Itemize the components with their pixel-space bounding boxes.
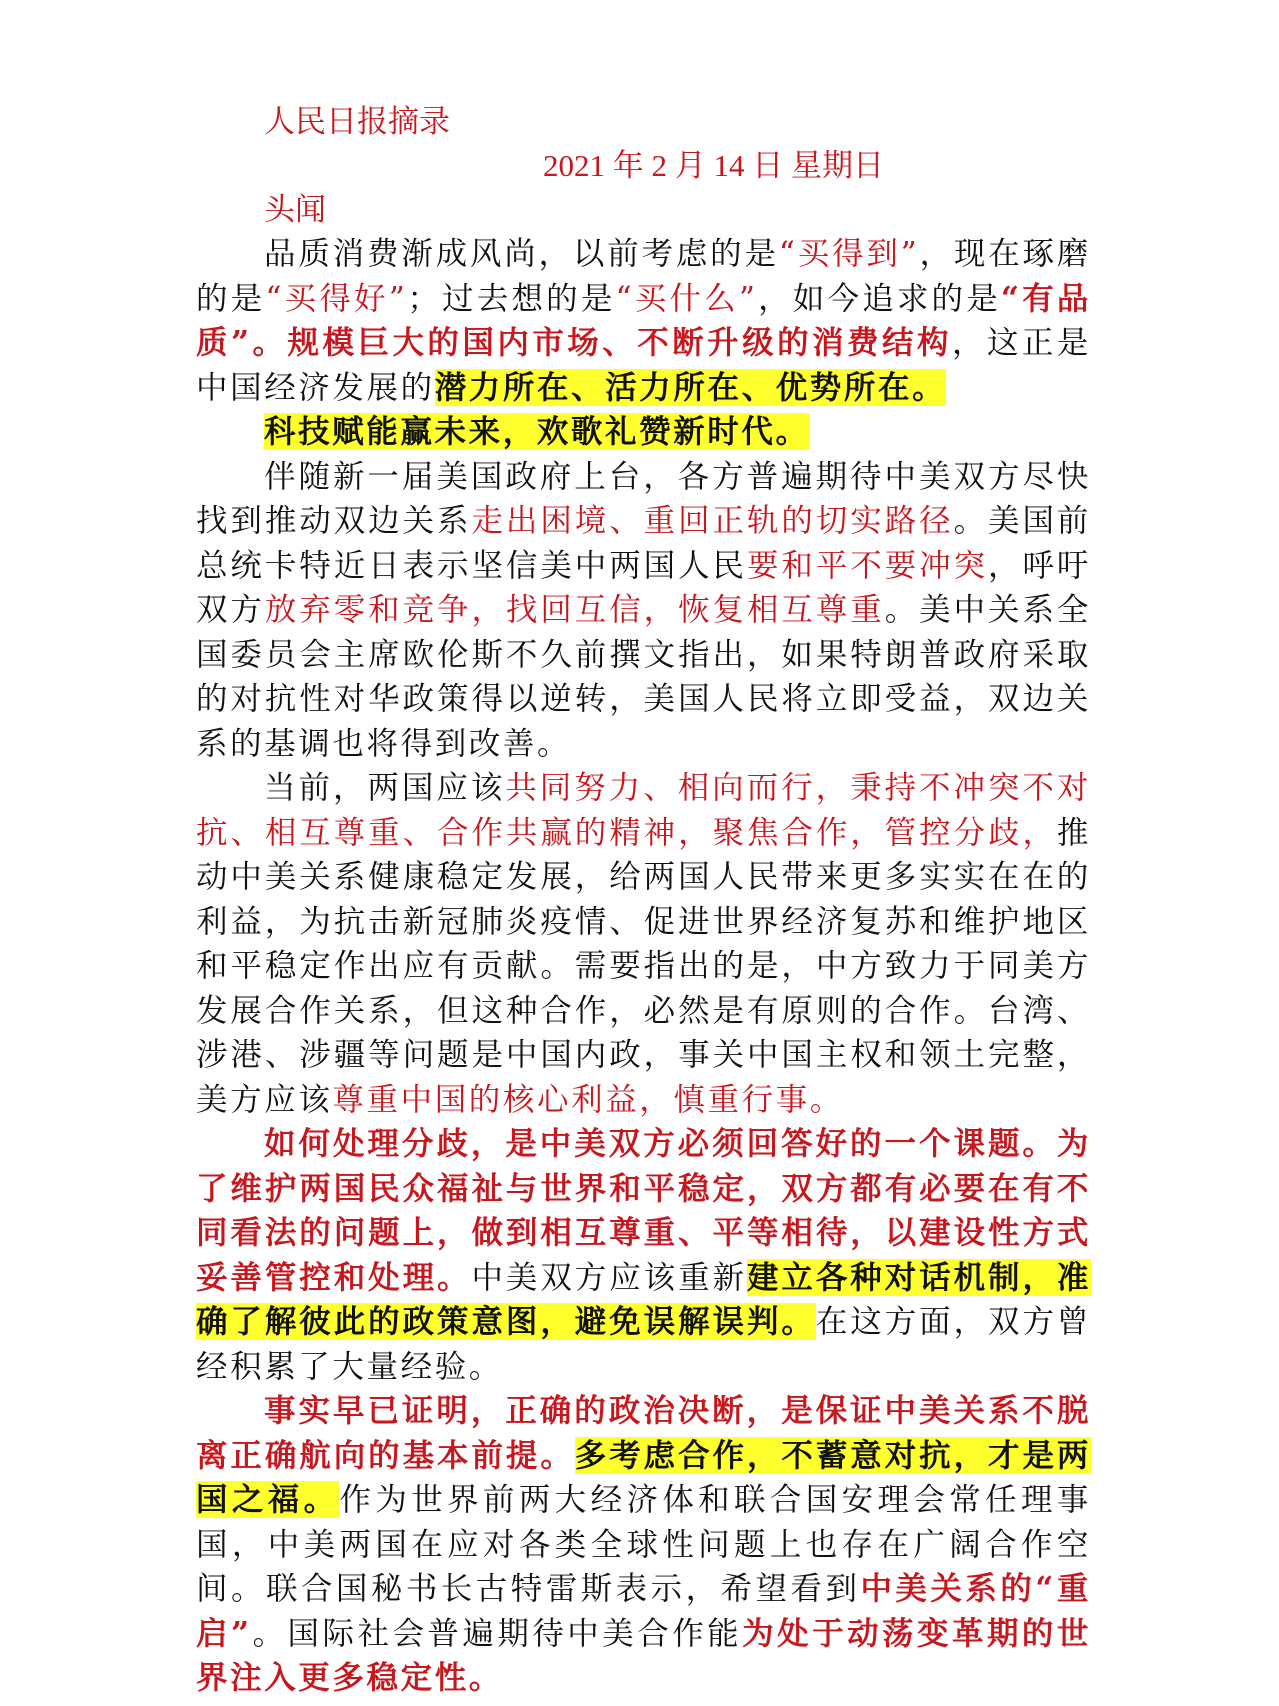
red-bold-text: 为处于动荡变革期的世界注入更多稳定性。 [196, 1614, 1091, 1696]
body-text: 。国际社会普遍期待中美合作能 [251, 1615, 743, 1652]
section-heading: 头闻 [264, 192, 326, 228]
paragraph-differences [196, 1122, 1091, 1389]
highlighted-text: 建立各种对话机制，准确了解彼此的政策意图，避免误解误判。 [196, 1258, 1091, 1340]
highlighted-text: 潜力所在、活力所在、优势所在。 [434, 368, 947, 406]
body-text: 作为世界前两大经济体和联合国安理会常任理事国，中美两国在应对各类全球性问题上也存在广阔合作空间。联合国秘书长古特雷斯表示，希望看到 [196, 1482, 1091, 1607]
body-text: 推动中美关系健康稳定发展，给两国人民带来更多实实在在的利益，为抗击新冠肺炎疫情、促进世界经济复苏和维护地区和平稳定作出应有贡献。需要指出的是，中方致力于同美方发展合作关系，但这种合作，必然是有原则的合作。台湾、涉港、涉疆等问题是中国内政，事关中国主权和领土完整，美方应该 [196, 814, 1091, 1118]
body-text: ，呼吁双方 [196, 547, 1091, 628]
paragraph-current-relations [196, 766, 1091, 1122]
document-title: 人民日报摘录 [264, 104, 450, 140]
body-text: ，这正是中国经济发展的 [196, 325, 1091, 406]
paragraph-cooperation [196, 1389, 1091, 1701]
document-date: 2021 年 2 月 14 日 星期日 [543, 148, 884, 183]
red-text: “买得到” [778, 236, 920, 272]
body-text: 品质消费渐成风尚，以前考虑的是 [264, 236, 779, 272]
highlighted-text: 多考虑合作，不蓄意对抗，才是两国之福。 [196, 1436, 1091, 1518]
red-bold-text: 事实早已证明，正确的政治决断，是保证中美关系不脱离正确航向的基本前提。 [196, 1392, 1091, 1474]
paragraph-us-government [196, 455, 1091, 767]
red-bold-text: 如何处理分歧，是中美双方必须回答好的一个课题。为了维护两国民众福祉与世界和平稳定，双方都有必要在有不同看法的问题上，做到相互尊重、平等相待，以建设性方式妥善管控和处理。 [196, 1125, 1091, 1296]
body-text: ；过去想的是 [407, 280, 616, 317]
red-text: 走出困境、重回正轨的切实路径 [471, 503, 954, 539]
red-text: “买什么” [615, 280, 758, 317]
red-text: 共同努力、相向而行，秉持不冲突不对抗、相互尊重、合作共赢的精神，聚焦合作，管控分歧， [196, 770, 1092, 851]
document-page [196, 100, 1091, 1701]
highlighted-text: 科技赋能赢未来，欢歌礼赞新时代。 [264, 413, 810, 450]
body-text: 。美国前总统卡特近日表示坚信美中两国人民 [196, 503, 1091, 584]
body-text: 在这方面，双方曾经积累了大量经验。 [196, 1304, 1091, 1385]
red-bold-text: “有品质”。规模巨大的国内市场、不断升级的消费结构 [196, 279, 1092, 361]
body-text: ，现在琢磨的是 [196, 236, 1091, 317]
red-text: 放弃零和竞争，找回互信，恢复相互尊重 [264, 592, 885, 628]
body-text: 当前，两国应该 [264, 770, 506, 806]
red-bold-text: 中美关系的“重启” [196, 1570, 1091, 1652]
paragraph-consumption [196, 232, 1091, 410]
body-text: ，如今追求的是 [757, 280, 1001, 317]
paragraph-technology [196, 410, 1091, 455]
body-text: 中美双方应该重新 [471, 1259, 747, 1296]
body-text: 伴随新一届美国政府上台，各方普遍期待中美双方尽快找到推动双边关系 [196, 458, 1091, 539]
red-text: 要和平不要冲突 [746, 547, 989, 584]
body-text: 。美中关系全国委员会主席欧伦斯不久前撰文指出，如果特朗普政府采取的对抗性对华政策得以逆转，美国人民将立即受益，双边关系的基调也将得到改善。 [196, 592, 1091, 762]
red-text: 尊重中国的核心利益，慎重行事。 [332, 1081, 844, 1118]
red-text: “买得好” [265, 280, 408, 317]
